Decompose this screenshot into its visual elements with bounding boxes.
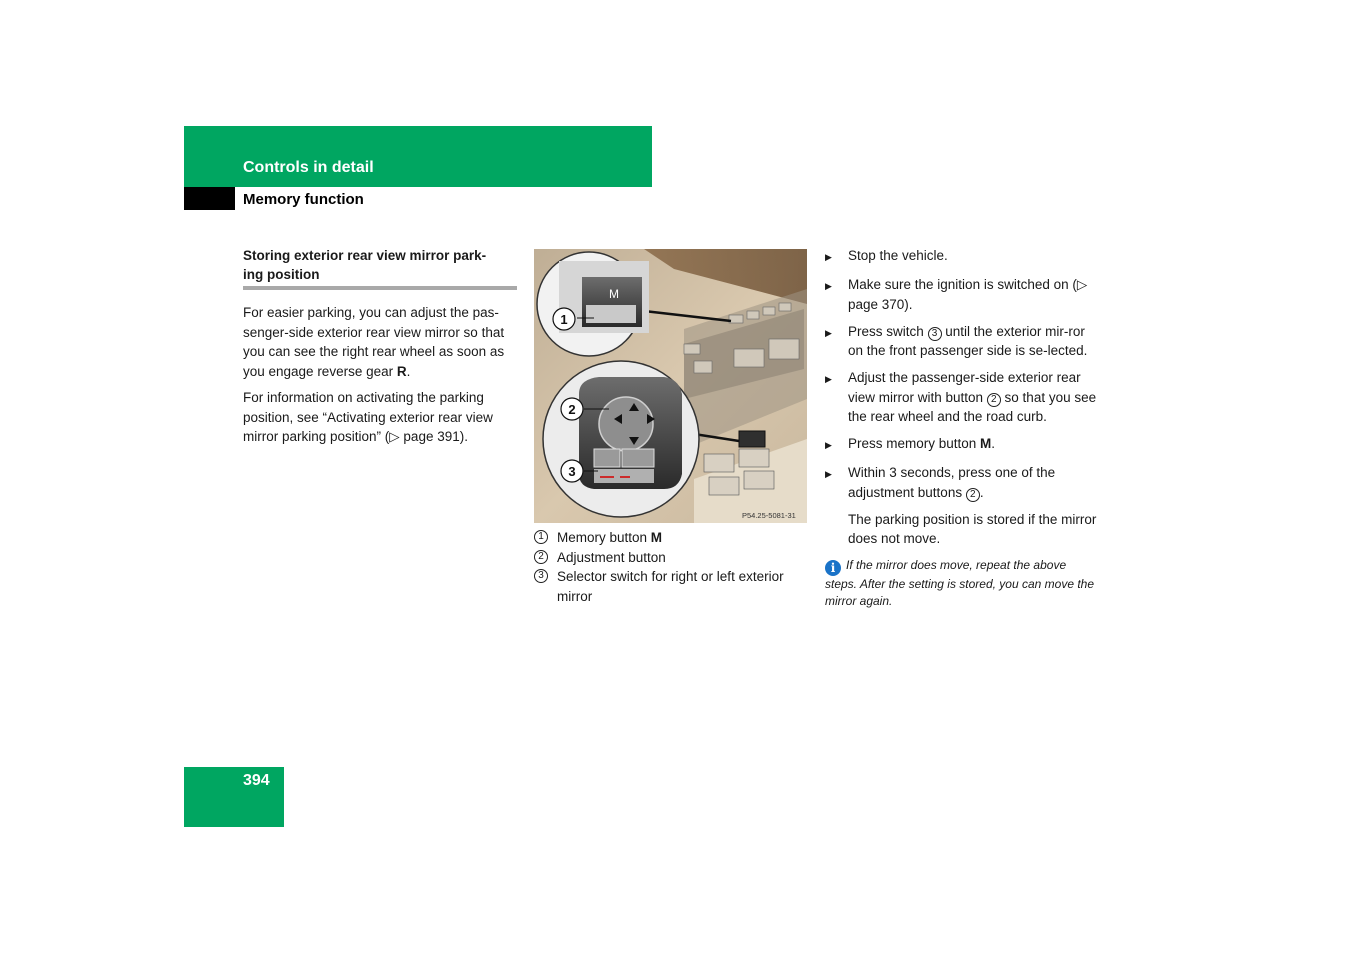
note-text: If the mirror does move, repeat the above steps. After the setting is stored, you can move the mirror again. <box>825 557 1095 608</box>
section-heading <box>243 246 517 290</box>
instruction-step <box>825 246 1100 268</box>
triangle-right-icon: ▶ <box>825 374 832 384</box>
instruction-step <box>825 275 1100 314</box>
section-tab-marker <box>184 187 235 210</box>
reference-paragraph: For information on activating the parking position, see “Activating exterior rear view mirror parking position” (▷ page 391). <box>243 390 493 444</box>
step-text: Press memory button M. <box>848 436 996 451</box>
triangle-right-icon: ▶ <box>825 469 832 479</box>
figure-callout-2: 2 <box>568 402 576 417</box>
instruction-step <box>825 463 1100 502</box>
subsection-title: Memory function <box>243 191 364 208</box>
door-panel-figure <box>534 249 807 523</box>
figure-captions <box>534 528 809 606</box>
triangle-right-icon: ▶ <box>825 327 832 338</box>
step-text: Adjust the passenger-side exterior rear view mirror with button 2 so that you see the rear wheel and the road curb. <box>848 370 1097 424</box>
info-icon: i <box>825 560 841 576</box>
caption-number: 1 <box>534 530 548 544</box>
step-text: Press switch 3 until the exterior mir-ror on the front passenger side is se-lected. <box>848 323 1088 358</box>
instruction-step <box>825 368 1100 427</box>
instruction-step <box>825 322 1100 361</box>
page-number: 394 <box>243 772 270 789</box>
step-text: Within 3 seconds, press one of the adjustment buttons 2 . <box>848 465 1056 500</box>
heading-line-1: Storing exterior rear view mirror park- <box>243 248 487 263</box>
caption-number: 3 <box>534 569 548 583</box>
result-text: The parking position is stored if the mirror does not move. <box>848 511 1097 546</box>
triangle-right-icon: ▶ <box>825 440 832 450</box>
figure-image-code: P54.25-5081-31 <box>742 511 796 520</box>
figure-callout-1: 1 <box>560 312 568 327</box>
triangle-right-icon: ▶ <box>825 281 832 291</box>
triangle-right-icon: ▶ <box>825 252 832 262</box>
figure-callout-3: 3 <box>568 464 576 479</box>
right-column <box>825 246 1100 610</box>
caption-item <box>534 567 809 606</box>
step-text: Make sure the ignition is switched on (▷ page 370). <box>848 277 1088 312</box>
caption-item <box>534 548 809 568</box>
heading-line-2: ing position <box>243 267 320 282</box>
intro-paragraph: For easier parking, you can adjust the pas-senger-side exterior rear view mirror so that you can see the right rear wheel as soon as you engage reverse gear R. <box>243 305 505 379</box>
header-bar <box>184 126 652 187</box>
instruction-step <box>825 434 1100 456</box>
left-column <box>243 246 517 454</box>
caption-item <box>534 528 809 548</box>
caption-text: Adjustment button <box>557 549 666 565</box>
info-note <box>825 557 1100 611</box>
caption-text: Memory button M <box>557 530 663 545</box>
caption-text: Selector switch for right or left exterior mirror <box>557 569 784 604</box>
caption-number: 2 <box>534 550 548 564</box>
figure-memory-label: M <box>609 287 619 301</box>
section-title: Controls in detail <box>243 159 374 176</box>
step-text: Stop the vehicle. <box>848 248 948 263</box>
